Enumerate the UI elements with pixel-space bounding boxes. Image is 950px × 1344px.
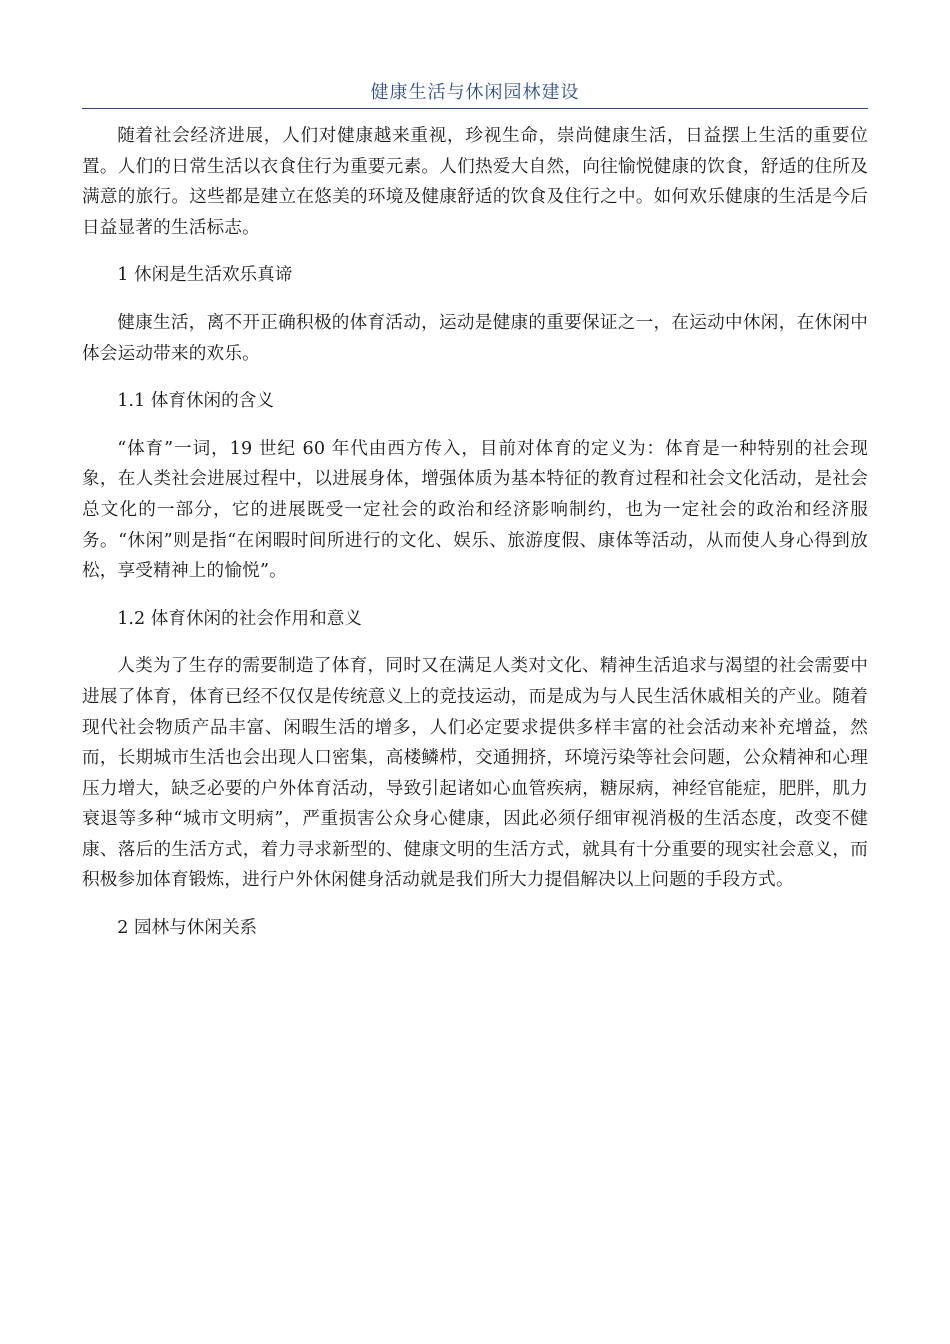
section-1-1-paragraph: “体育”一词，19 世纪 60 年代由西方传入，目前对体育的定义为：体育是一种特别的社会现象，在人类社会进展过程中，以进展身体，增强体质为基本特征的教育过程和社会文化活动，是社会总文化的一部分，它的进展既受一定社会的政治和经济影响制约，也为一定社会的政治和经济服务。“休闲”则是指“在闲暇时间所进行的文化、娱乐、旅游度假、康体等活动，从而使人身心得到放松，享受精神上的愉悦”。	[82, 438, 868, 582]
section-heading-2: 2 园林与休闲关系	[117, 918, 258, 939]
intro-paragraph: 随着社会经济进展，人们对健康越来重视，珍视生命，崇尚健康生活，日益摆上生活的重要位置。人们的日常生活以衣食住行为重要元素。人们热爱大自然，向往愉悦健康的饮食，舒适的住所及满意的旅行。这些都是建立在悠美的环境及健康舒适的饮食及住行之中。如何欢乐健康的生活是今后日益显著的生活标志。	[82, 126, 868, 238]
document-title: 健康生活与休闲园林建设	[82, 78, 868, 109]
document-page	[82, 78, 868, 961]
section-heading-1-1: 1.1 体育休闲的含义	[117, 391, 274, 412]
section-1-2-paragraph: 人类为了生存的需要制造了体育，同时又在满足人类对文化、精神生活追求与渴望的社会需要中进展了体育，体育已经不仅仅是传统意义上的竞技运动，而是成为与人民生活休戚相关的产业。随着现代社会物质产品丰富、闲暇生活的增多，人们必定要求提供多样丰富的社会活动来补充增益，然而，长期城市生活也会出现人口密集，高楼鳞栉，交通拥挤，环境污染等社会问题，公众精神和心理压力增大，缺乏必要的户外体育活动，导致引起诸如心血管疾病，糖尿病，神经官能症，肥胖，肌力衰退等多种“城市文明病”，严重损害公众身心健康，因此必须仔细审视消极的生活态度，改变不健康、落后的生活方式，着力寻求新型的、健康文明的生活方式，就具有十分重要的现实社会意义，而积极参加体育锻炼，进行户外休闲健身活动就是我们所大力提倡解决以上问题的手段方式。	[82, 656, 868, 891]
section-heading-1-2: 1.2 体育休闲的社会作用和意义	[117, 608, 362, 629]
section-heading-1: 1 休闲是生活欢乐真谛	[117, 265, 293, 286]
section-1-paragraph: 健康生活，离不开正确积极的体育活动，运动是健康的重要保证之一，在运动中休闲，在休闲中体会运动带来的欢乐。	[82, 312, 868, 364]
document-body	[82, 121, 868, 944]
